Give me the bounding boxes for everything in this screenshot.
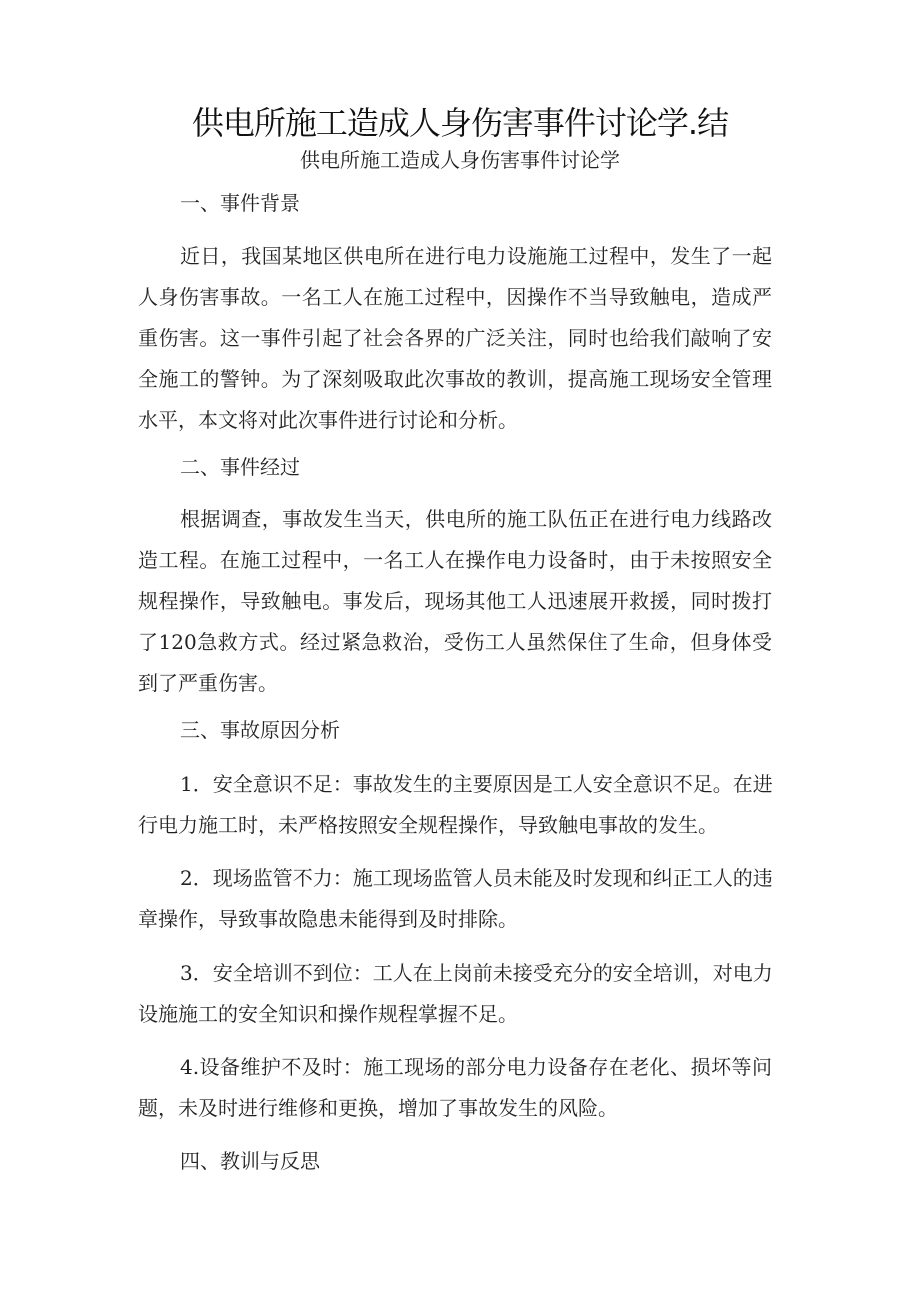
document-subtitle: 供电所施工造成人身伤害事件讨论学: [300, 148, 620, 172]
paragraph-course: [138, 499, 772, 704]
paragraph-line: 3．安全培训不到位：工人在上岗前未接受充分的安全培训，对电力: [180, 961, 773, 985]
paragraph-line: 全施工的警钟。为了深刻吸取此次事故的教训，提高施工现场安全管理: [138, 367, 772, 391]
section-heading-cause-analysis: 三、事故原因分析: [180, 718, 340, 742]
paragraph-line: 根据调查，事故发生当天，供电所的施工队伍正在进行电力线路改: [180, 507, 772, 531]
paragraph-line: 人身伤害事故。一名工人在施工过程中，因操作不当导致触电，造成严: [138, 285, 772, 309]
section-heading-lessons: 四、教训与反思: [180, 1149, 320, 1173]
paragraph-line: 近日，我国某地区供电所在进行电力设施施工过程中，发生了一起: [180, 244, 772, 268]
paragraph-line: 造工程。在施工过程中，一名工人在操作电力设备时，由于未按照安全: [138, 548, 772, 572]
paragraph-line: 设施施工的安全知识和操作规程掌握不足。: [138, 1002, 518, 1026]
cause-item: [138, 1047, 772, 1129]
paragraph-line: 水平，本文将对此次事件进行讨论和分析。: [138, 408, 518, 432]
paragraph-line: 4.设备维护不及时：施工现场的部分电力设备存在老化、损坏等问: [180, 1055, 772, 1079]
paragraph-line: 1．安全意识不足：事故发生的主要原因是工人安全意识不足。在进: [180, 772, 773, 796]
cause-item: [138, 858, 772, 940]
cause-item: [138, 764, 772, 846]
paragraph-line: 重伤害。这一事件引起了社会各界的广泛关注，同时也给我们敲响了安: [138, 326, 772, 350]
paragraph-line: 题，未及时进行维修和更换，增加了事故发生的风险。: [138, 1096, 618, 1120]
paragraph-background: [138, 236, 772, 441]
paragraph-line: 到了严重伤害。: [138, 671, 278, 695]
section-heading-course: 二、事件经过: [180, 455, 300, 479]
paragraph-line: 章操作，导致事故隐患未能得到及时排除。: [138, 907, 518, 931]
paragraph-line: 规程操作，导致触电。事发后，现场其他工人迅速展开救援，同时拨打: [138, 589, 772, 613]
section-heading-background: 一、事件背景: [180, 191, 300, 215]
paragraph-line: 2．现场监管不力：施工现场监管人员未能及时发现和纠正工人的违: [180, 866, 773, 890]
cause-item: [138, 953, 772, 1035]
paragraph-line: 了120急救方式。经过紧急救治，受伤工人虽然保住了生命，但身体受: [138, 630, 772, 654]
document-title: 供电所施工造成人身伤害事件讨论学.结: [191, 104, 729, 142]
paragraph-line: 行电力施工时，未严格按照安全规程操作，导致触电事故的发生。: [138, 813, 718, 837]
